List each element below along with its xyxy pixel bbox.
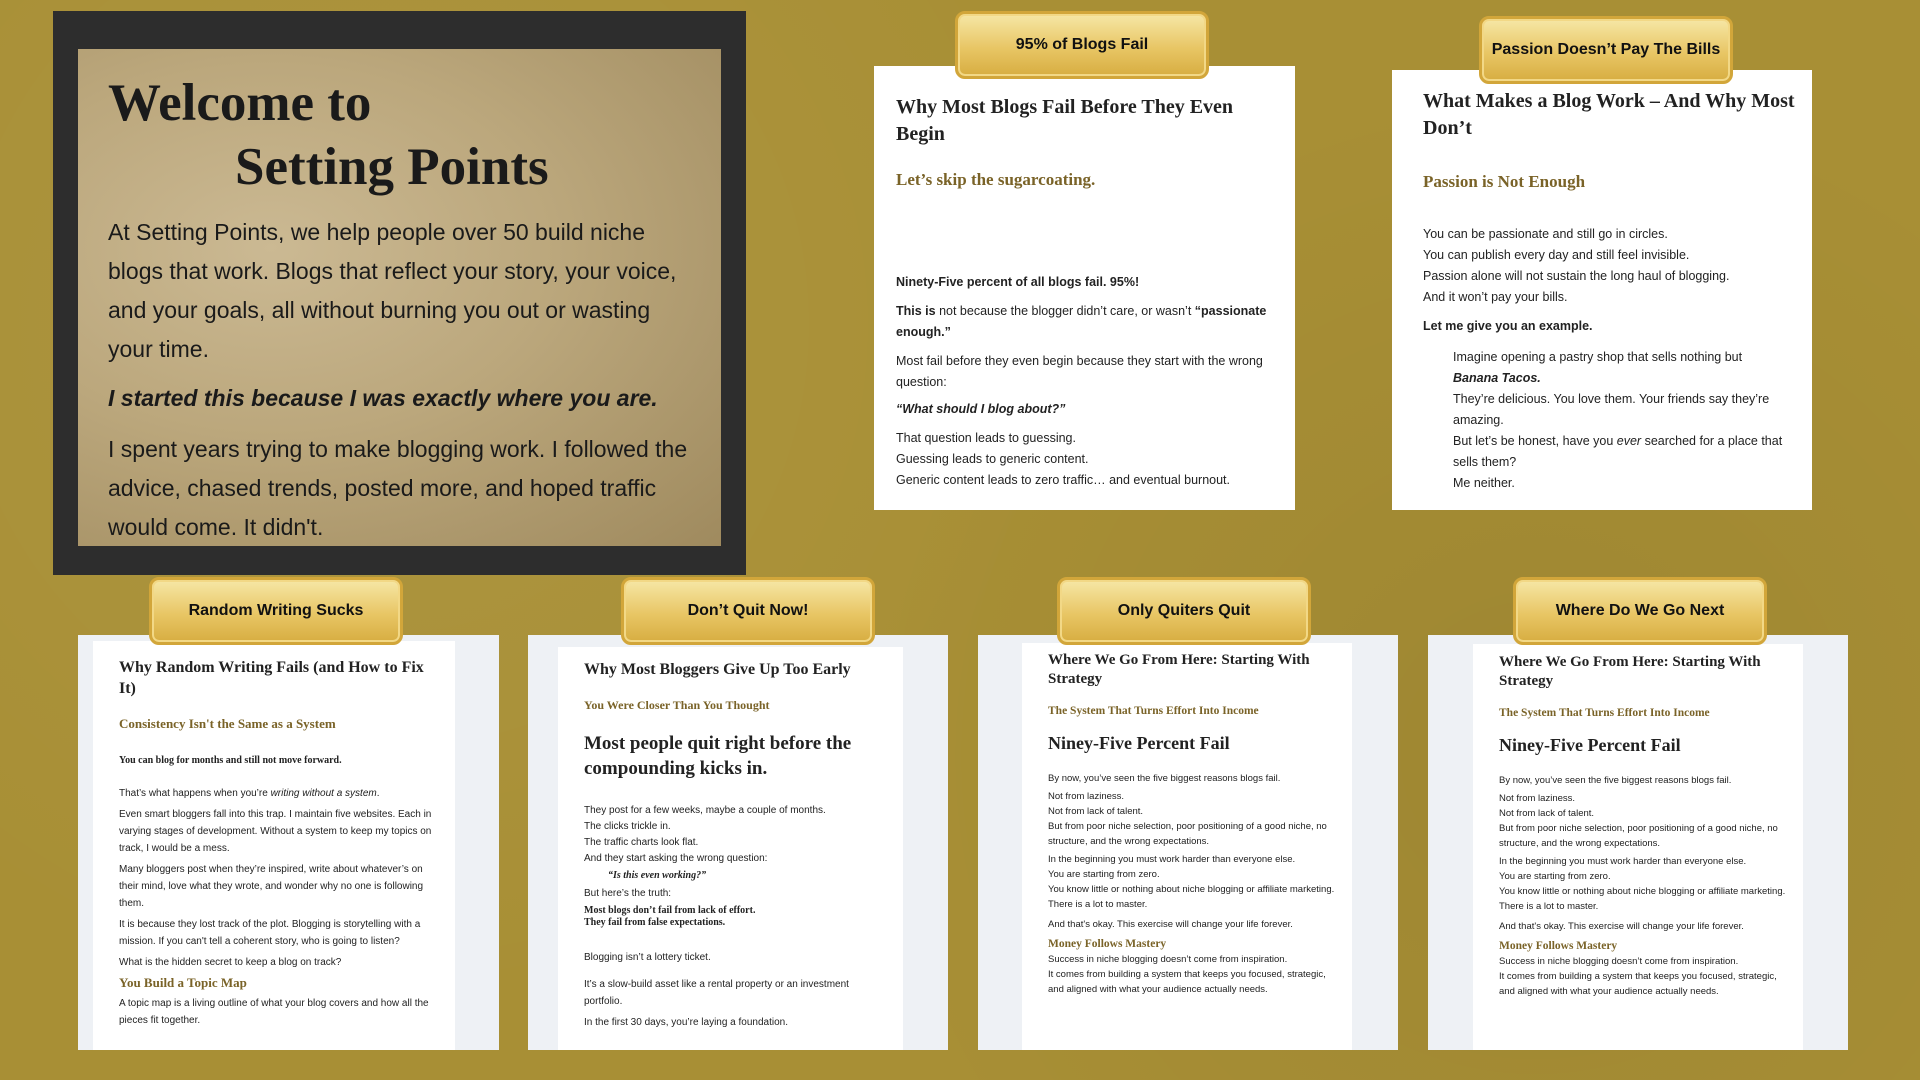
card-text: “What should I blog about?”	[896, 402, 1066, 416]
card-text: But from poor niche selection, poor positioning of a good niche, no structure, and the wrong expectations.	[1499, 823, 1778, 849]
tab-where-do-we-go-next[interactable]: Where Do We Go Next	[1513, 577, 1767, 645]
card-text: Even smart bloggers fall into this trap. I maintain five websites. Each in varying stages of development. Without a system to keep my topics on track, I would be a mess.	[119, 809, 432, 854]
card-text: And that's okay. This exercise will change your life forever.	[1048, 919, 1293, 930]
card-text: In the beginning you must work harder than everyone else.	[1499, 856, 1747, 867]
card-text: They’re delicious. You love them. Your friends say they’re amazing.	[1453, 392, 1770, 427]
card-text: Most fail before they even begin because they start with the wrong question:	[896, 354, 1263, 389]
card-random-writing[interactable]	[78, 635, 499, 1050]
card-title: Why Most Blogs Fail Before They Even Begin	[896, 96, 1234, 145]
card-text: Banana Tacos.	[1453, 371, 1541, 385]
welcome-body	[108, 213, 698, 547]
card-subtitle: You Were Closer Than You Thought	[584, 698, 770, 712]
welcome-paper-background	[78, 49, 721, 546]
card-text: You are starting from zero.	[1048, 869, 1160, 880]
card-text: Not from laziness.	[1499, 793, 1576, 804]
card-text: You know little or nothing about niche blogging or affiliate marketing.	[1048, 884, 1335, 895]
card-title: Why Random Writing Fails (and How to Fix It)	[119, 659, 424, 697]
card-subtitle: Passion is Not Enough	[1423, 172, 1586, 191]
tab-random-writing[interactable]: Random Writing Sucks	[149, 577, 403, 645]
card-text: It comes from building a system that keeps you focused, strategic, and aligned with what your audience actually needs.	[1499, 971, 1777, 997]
card-text: There is a lot to master.	[1499, 901, 1599, 912]
card-text: Guessing leads to generic content.	[896, 452, 1089, 466]
card-text: In the first 30 days, you’re laying a foundation.	[584, 1017, 789, 1028]
welcome-intro: At Setting Points, we help people over 50 build niche blogs that work. Blogs that reflect your story, your voice, and your goals, all without burning you out or wasting your time.	[108, 219, 677, 362]
tab-dont-quit[interactable]: Don’t Quit Now!	[621, 577, 875, 645]
welcome-story-line2: advice, chased trends, posted more, and hoped traffic would come. It didn't.	[108, 475, 657, 540]
card-text: What is the hidden secret to keep a blog on track?	[119, 957, 342, 968]
welcome-story-line1: I spent years trying to make blogging work. I followed the	[108, 436, 688, 462]
card-what-makes-a-blog-work[interactable]	[1392, 70, 1812, 510]
card-text: Generic content leads to zero traffic… and eventual burnout.	[896, 473, 1230, 487]
card-text: You can blog for months and still not move forward.	[119, 755, 342, 766]
card-example	[1423, 347, 1795, 494]
card-strategy-2[interactable]	[1428, 635, 1848, 1050]
card-text: Me neither.	[1453, 476, 1515, 490]
card-text: That question leads to guessing.	[896, 431, 1076, 445]
card-text: By now, you’ve seen the five biggest reasons blogs fail.	[1499, 775, 1732, 786]
card-text: Passion alone will not sustain the long haul of blogging.	[1423, 269, 1730, 283]
card-text: But let’s be honest, have you ever searched for a place that sells them?	[1453, 434, 1783, 469]
card-headline: Most people quit right before the compounding kicks in.	[584, 733, 852, 779]
card-text: They fail from false expectations.	[584, 917, 726, 928]
card-text: But here’s the truth:	[584, 888, 672, 899]
card-title: Why Most Bloggers Give Up Too Early	[584, 661, 851, 678]
card-text: But from poor niche selection, poor positioning of a good niche, no structure, and the wrong expectations.	[1048, 821, 1327, 847]
welcome-title-line2: Setting Points	[235, 138, 549, 196]
card-text: “Is this even working?”	[608, 870, 707, 881]
welcome-tagline: I started this because I was exactly where you are.	[108, 385, 658, 411]
card-subtitle: The System That Turns Effort Into Income	[1499, 707, 1710, 719]
card-text: And it won’t pay your bills.	[1423, 290, 1568, 304]
card-text: They post for a few weeks, maybe a couple of months.	[584, 805, 826, 816]
card-subheading: Money Follows Mastery	[1499, 940, 1618, 952]
card-text: That’s what happens when you’re writing without a system.	[119, 788, 380, 799]
card-title: Where We Go From Here: Starting With Strategy	[1048, 652, 1310, 687]
card-text: There is a lot to master.	[1048, 899, 1148, 910]
card-text: By now, you’ve seen the five biggest reasons blogs fail.	[1048, 773, 1281, 784]
card-text: Success in niche blogging doesn’t come from inspiration.	[1048, 954, 1288, 965]
card-text: Not from lack of talent.	[1499, 808, 1595, 819]
card-blogs-fail[interactable]	[874, 66, 1295, 510]
tab-95-percent[interactable]: 95% of Blogs Fail	[955, 11, 1209, 79]
card-text: Ninety-Five percent of all blogs fail. 95%!	[896, 275, 1140, 289]
card-text: You can be passionate and still go in circles.	[1423, 227, 1668, 241]
card-text: You are starting from zero.	[1499, 871, 1611, 882]
card-text: Most blogs don’t fail from lack of effort.	[584, 905, 756, 916]
card-text: It’s a slow-build asset like a rental property or an investment portfolio.	[584, 979, 849, 1007]
card-headline: Niney-Five Percent Fail	[1499, 735, 1681, 755]
card-text: The traffic charts look flat.	[584, 837, 699, 848]
card-text: Imagine opening a pastry shop that sells nothing but	[1453, 350, 1743, 364]
card-text: Blogging isn’t a lottery ticket.	[584, 952, 711, 963]
card-text: Success in niche blogging doesn’t come from inspiration.	[1499, 956, 1739, 967]
card-subheading: You Build a Topic Map	[119, 975, 247, 990]
card-title: Where We Go From Here: Starting With Strategy	[1499, 654, 1761, 689]
welcome-title-line1: Welcome to	[108, 74, 372, 132]
card-subheading: Money Follows Mastery	[1048, 938, 1167, 950]
card-text: It is because they lost track of the plot. Blogging is storytelling with a mission. If you can't tell a coherent story, who is going to listen?	[119, 919, 421, 947]
card-text: Not from laziness.	[1048, 791, 1125, 802]
tab-only-quiters-quit[interactable]: Only Quiters Quit	[1057, 577, 1311, 645]
card-strategy-1[interactable]	[978, 635, 1398, 1050]
card-text: And that's okay. This exercise will change your life forever.	[1499, 921, 1744, 932]
card-subtitle: Consistency Isn't the Same as a System	[119, 716, 336, 731]
card-text: The clicks trickle in.	[584, 821, 671, 832]
welcome-panel	[53, 11, 746, 575]
card-text: And they start asking the wrong question:	[584, 853, 768, 864]
card-text: It comes from building a system that keeps you focused, strategic, and aligned with what your audience actually needs.	[1048, 969, 1326, 995]
card-subtitle: Let’s skip the sugarcoating.	[896, 170, 1096, 189]
card-text: Let me give you an example.	[1423, 319, 1593, 333]
card-text: In the beginning you must work harder than everyone else.	[1048, 854, 1296, 865]
card-text: A topic map is a living outline of what your blog covers and how all the pieces fit together.	[119, 998, 429, 1026]
card-text: Not from lack of talent.	[1048, 806, 1144, 817]
card-dont-quit[interactable]	[528, 635, 948, 1050]
card-text: You know little or nothing about niche blogging or affiliate marketing.	[1499, 886, 1786, 897]
card-text: You can publish every day and still feel invisible.	[1423, 248, 1690, 262]
card-text: Many bloggers post when they’re inspired, write about whatever’s on their mind, love what they wrote, and wonder why no one is following them.	[119, 864, 424, 909]
card-subtitle: The System That Turns Effort Into Income	[1048, 705, 1259, 717]
card-headline: Niney-Five Percent Fail	[1048, 733, 1230, 753]
welcome-title	[108, 71, 549, 199]
tab-passion[interactable]: Passion Doesn’t Pay The Bills	[1479, 16, 1733, 84]
card-title: What Makes a Blog Work – And Why Most Don’t	[1423, 90, 1795, 139]
card-text: This is not because the blogger didn’t care, or wasn’t “passionate enough.”	[896, 304, 1267, 339]
